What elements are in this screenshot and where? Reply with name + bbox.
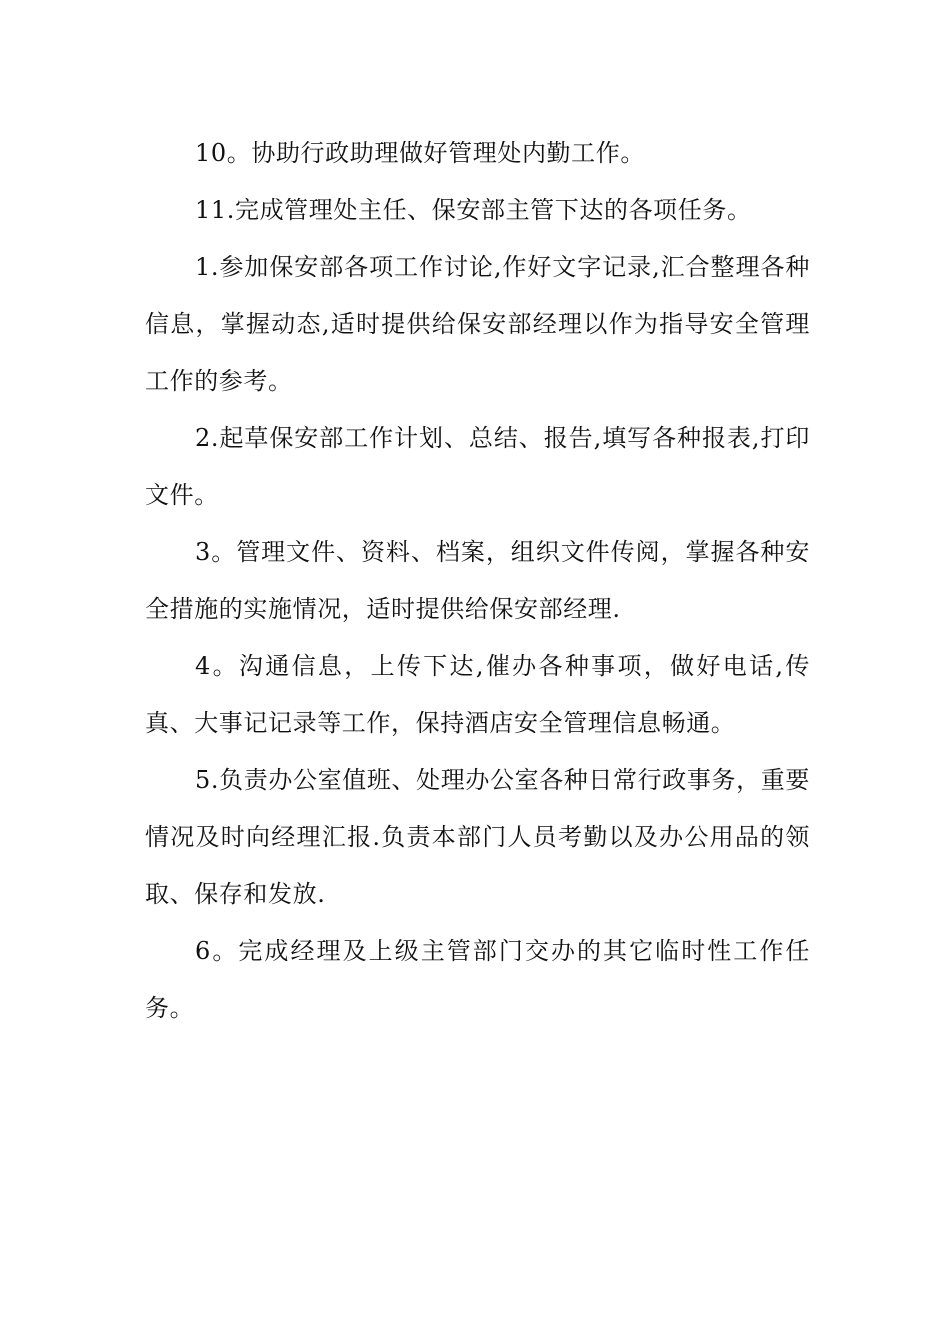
paragraph-item-11: 11.完成管理处主任、保安部主管下达的各项任务。 (195, 196, 752, 224)
document-page (145, 125, 810, 1037)
paragraph-duty-3: 3。管理文件、资料、档案，组织文件传阅，掌握各种安全措施的实施情况，适时提供给保安部经理. (145, 538, 810, 623)
paragraph-duty-2: 2.起草保安部工作计划、总结、报告,填写各种报表,打印文件。 (145, 424, 810, 509)
paragraph-duty-1: 1.参加保安部各项工作讨论,作好文字记录,汇合整理各种信息，掌握动态,适时提供给保安部经理以作为指导安全管理工作的参考。 (145, 253, 810, 395)
paragraph-item-10: 10。协助行政助理做好管理处内勤工作。 (195, 139, 645, 167)
paragraph-duty-6: 6。完成经理及上级主管部门交办的其它临时性工作任务。 (145, 937, 810, 1022)
paragraph-duty-4: 4。沟通信息，上传下达,催办各种事项，做好电话,传真、大事记记录等工作，保持酒店安全管理信息畅通。 (145, 652, 810, 737)
paragraph-duty-5: 5.负责办公室值班、处理办公室各种日常行政事务，重要情况及时向经理汇报.负责本部门人员考勤以及办公用品的领取、保存和发放. (145, 766, 810, 908)
